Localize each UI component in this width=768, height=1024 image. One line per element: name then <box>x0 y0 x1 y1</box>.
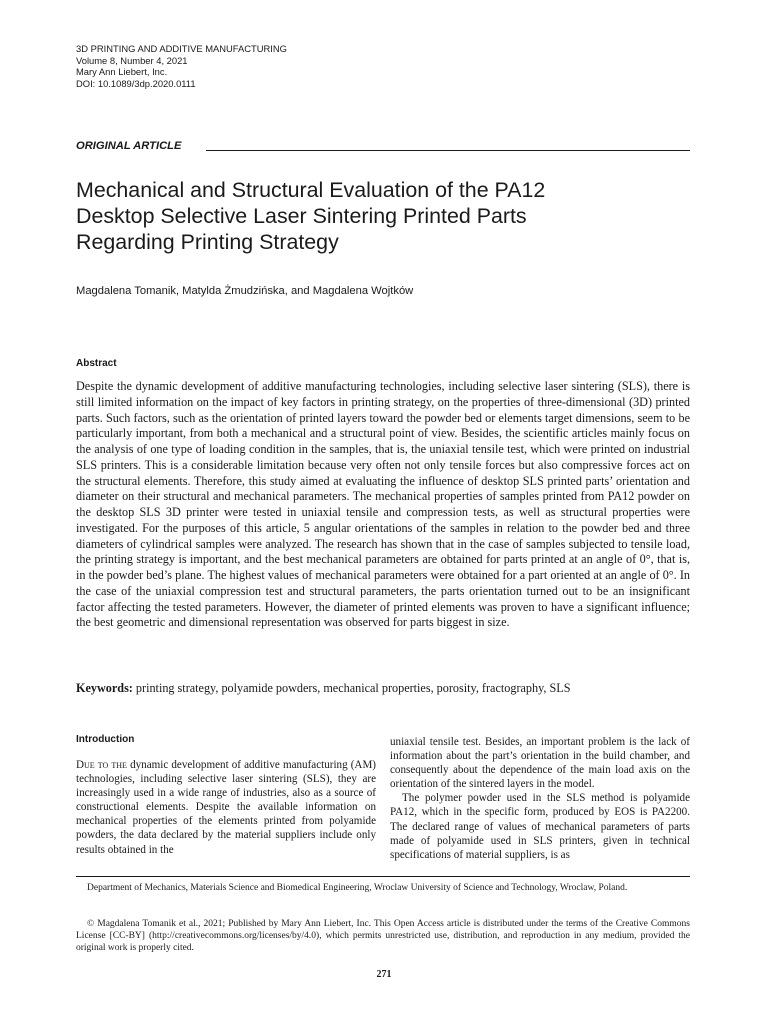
intro-right-paragraph: The polymer powder used in the SLS method is polyamide PA12, which in the specific form, produced by EOS is PA2200. The declared range of values of mechanical parameters of parts made of polyamide used in SLS printers, given in technical specifications of material suppliers, is as <box>390 792 690 861</box>
introduction-right-column <box>390 735 690 862</box>
intro-lead-in: Due to the <box>76 759 127 771</box>
title-line: Desktop Selective Laser Sintering Printed Parts <box>76 204 527 228</box>
journal-doi: DOI: 10.1089/3dp.2020.0111 <box>76 77 196 89</box>
affiliation-note: Department of Mechanics, Materials Science and Biomedical Engineering, Wroclaw University of Science and Technology, Wroclaw, Poland. <box>87 883 628 893</box>
keywords-label: Keywords: <box>76 681 133 695</box>
article-type-row <box>76 140 690 156</box>
article-type: ORIGINAL ARTICLE <box>76 140 182 152</box>
introduction-left-column <box>76 758 376 857</box>
keywords <box>76 681 690 696</box>
intro-right-paragraph: uniaxial tensile test. Besides, an important problem is the lack of information about the part’s orientation in the build chamber, and consequently about the dependence of the main load axis on the orientation of the sintered layers in the model. <box>390 736 690 791</box>
journal-header <box>76 43 287 89</box>
abstract-heading: Abstract <box>76 358 117 369</box>
journal-publisher: Mary Ann Liebert, Inc. <box>76 66 168 78</box>
license-note: © Magdalena Tomanik et al., 2021; Published by Mary Ann Liebert, Inc. This Open Access article is distributed under the terms of the Creative Commons License [CC-BY] (http://creativecommons.org/licenses/by/4.0), which permits unrestricted use, distribution, and reproduction in any medium, provided the original work is properly cited. <box>76 919 690 953</box>
author-list: Magdalena Tomanik, Matylda Żmudzińska, and Magdalena Wojtków <box>76 285 414 297</box>
footnote-divider <box>76 876 690 877</box>
title-line: Mechanical and Structural Evaluation of the PA12 <box>76 178 546 202</box>
article-type-rule <box>206 150 690 151</box>
introduction-heading: Introduction <box>76 734 135 745</box>
page-number: 271 <box>376 969 392 980</box>
intro-left-text: dynamic development of additive manufacturing (AM) technologies, including selective laser sintering (SLS), they are increasingly used in a wide range of industries, also as a source of constructional elements. Despite the available information on mechanical properties of the elements printed from polyamide powders, the data declared by the material suppliers include only results obtained in the <box>76 759 376 856</box>
keywords-text: printing strategy, polyamide powders, mechanical properties, porosity, fractography, SLS <box>135 681 571 695</box>
journal-volume: Volume 8, Number 4, 2021 <box>76 54 188 66</box>
journal-name: 3D PRINTING AND ADDITIVE MANUFACTURING <box>76 43 287 54</box>
article-title <box>76 177 696 255</box>
title-line: Regarding Printing Strategy <box>76 230 339 254</box>
abstract-text: Despite the dynamic development of additive manufacturing technologies, including selective laser sintering (SLS), there is still limited information on the impact of key factors in printing strategy, on the properties of three-dimensional (3D) printed parts. Such factors, such as the orientation of printed layers toward the powder bed or elements target dimensions, seem to be particularly important, from both a mechanical and a structural point of view. Besides, the scientific articles mainly focus on the analysis of one type of loading condition in the samples, that is, the uniaxial tensile test, which were printed on industrial SLS printers. This is a considerable limitation because very often not only tensile forces but also compressive forces act on the structural elements. Therefore, this study aimed at evaluating the influence of desktop SLS printed parts’ orientation and diameter on their structural and mechanical parameters. The mechanical properties of samples printed from PA12 powder on the desktop SLS 3D printer were tested in uniaxial tensile and compression tests, as well as structural properties were investigated. For the purposes of this article, 5 angular orientations of the samples in relation to the powder bed and three diameters of cylindrical samples were analyzed. The research has shown that in the case of samples subjected to tensile load, the printing strategy is important, and the best mechanical parameters are obtained for parts printed at an angle of 0°, that is, in the powder bed’s plane. The highest values of mechanical parameters were obtained for a part oriented at an angle of 0°. In the case of the uniaxial compression test and structural parameters, the parts orientation turned out to be an insignificant factor affecting the tested parameters. However, the diameter of printed elements was proven to have a significant influence; the best geometric and dimensional representation was observed for parts biggest in size. <box>76 379 690 630</box>
